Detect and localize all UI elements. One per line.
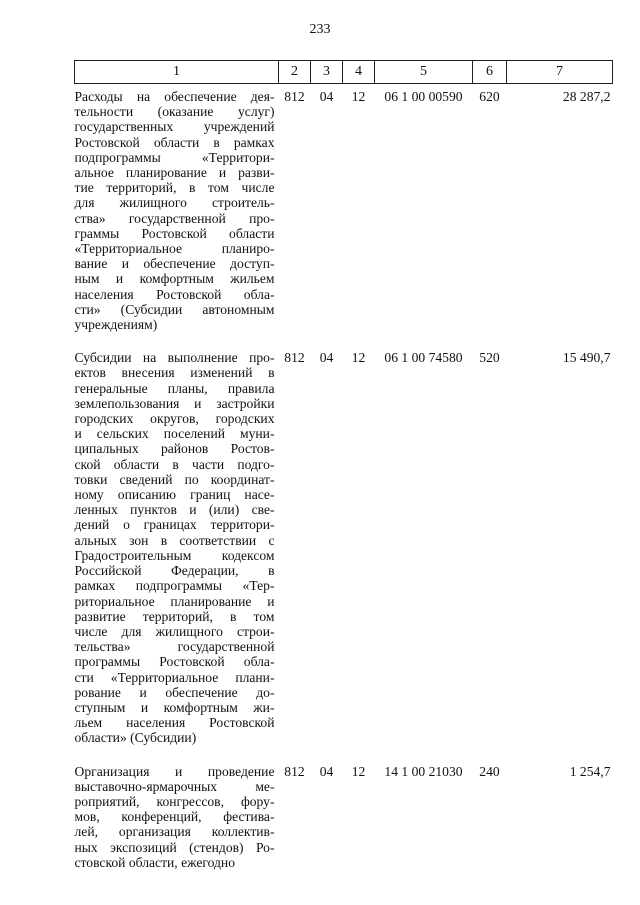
description-line: ступным и комфортным жи-: [74, 699, 275, 715]
description-line: роприятий, конгрессов, фору-: [74, 793, 275, 809]
expense-type-code: 620: [479, 89, 500, 104]
ministry-code: 812: [284, 89, 305, 104]
description-line: государственных учреждений: [74, 119, 275, 135]
description-line: тие территорий, в том числе: [74, 180, 275, 196]
description-line: ным и комфортным жильем: [74, 271, 275, 287]
description-line: товки сведений по координат-: [74, 471, 275, 487]
target-article-code: 14 1 00 21030: [384, 763, 463, 779]
description-line: «Территориальное планиро-: [74, 241, 275, 257]
description-line: учреждениям): [74, 317, 158, 333]
subsection-code: 12: [351, 350, 366, 366]
table-body: [75, 84, 613, 870]
target-article-code: 06 1 00 74580: [384, 350, 463, 366]
description-line: ленных пунктов и (или) све-: [74, 502, 275, 518]
description-line: льем населения Ростовской: [74, 715, 275, 731]
expense-description: [75, 84, 279, 333]
description-line: тельности (оказание услуг): [74, 104, 275, 120]
header-col-2: 2: [279, 61, 311, 84]
section-code: 04: [319, 350, 334, 366]
table-row: [75, 746, 613, 870]
expense-description: [75, 332, 279, 745]
description-line: подпрограммы «Территори-: [74, 149, 275, 165]
description-line: ципальных районов Ростов-: [74, 441, 275, 457]
description-line: вание и обеспечение доступ-: [74, 256, 275, 272]
description-line: Организация и проведение: [74, 763, 275, 779]
amount: 1 254,7: [569, 763, 611, 779]
section-code: 04: [319, 763, 334, 779]
description-line: развитие территорий, в том: [74, 608, 275, 624]
target-article-code: 06 1 00 00590: [384, 89, 463, 104]
description-line: Российской Федерации, в: [74, 563, 275, 579]
description-line: альных зон в соответствии с: [74, 532, 275, 548]
section-code: 04: [319, 89, 334, 104]
header-col-3: 3: [311, 61, 343, 84]
expense-description: [75, 746, 279, 870]
header-col-1: 1: [75, 61, 279, 84]
description-line: программы Ростовской обла-: [74, 654, 275, 670]
description-line: области» (Субсидии): [74, 730, 197, 746]
page-number: 233: [309, 22, 331, 37]
description-line: мов, конференций, фестива-: [74, 809, 275, 825]
amount: 28 287,2: [562, 89, 611, 104]
table-header-row: [75, 61, 613, 84]
header-col-7: 7: [507, 61, 613, 84]
table-row: [75, 84, 613, 333]
description-line: стовской области, ежегодно: [74, 854, 235, 870]
description-line: для жилищного строитель-: [74, 195, 275, 211]
expense-type-code: 520: [479, 350, 500, 366]
description-line: выставочно-ярмарочных ме-: [74, 778, 275, 794]
expense-type-code: 240: [479, 763, 500, 779]
description-line: числе для жилищного строи-: [74, 623, 275, 639]
description-line: риториальное планирование и: [74, 593, 275, 609]
table-row: [75, 332, 613, 745]
ministry-code: 812: [284, 763, 305, 779]
header-col-4: 4: [343, 61, 375, 84]
description-line: ектов внесения изменений в: [74, 365, 275, 381]
budget-table: [74, 60, 613, 870]
description-line: Субсидии на выполнение про-: [74, 350, 275, 366]
description-line: ской области в части подго-: [74, 456, 275, 472]
subsection-code: 12: [351, 89, 366, 104]
description-line: землепользования и застройки: [74, 395, 275, 411]
description-line: тельства» государственной: [74, 639, 275, 655]
description-line: сти» (Субсидии автономным: [74, 301, 275, 317]
description-line: Ростовской области в рамках: [74, 134, 275, 150]
header-col-6: 6: [473, 61, 507, 84]
description-line: ному описанию границ насе-: [74, 487, 275, 503]
description-line: рамках подпрограммы «Тер-: [74, 578, 275, 594]
description-line: ных экспозиций (стендов) Ро-: [74, 839, 275, 855]
amount: 15 490,7: [562, 350, 611, 366]
description-line: и сельских поселений муни-: [74, 426, 275, 442]
ministry-code: 812: [284, 350, 305, 366]
subsection-code: 12: [351, 763, 366, 779]
description-line: ства» государственной про-: [74, 210, 275, 226]
description-line: граммы Ростовской области: [74, 225, 275, 241]
description-line: генеральные планы, правила: [74, 380, 275, 396]
description-line: городских округов, городских: [74, 411, 275, 427]
description-line: лей, организация коллектив-: [74, 824, 275, 840]
description-line: населения Ростовской обла-: [74, 286, 275, 302]
description-line: Расходы на обеспечение дея-: [74, 89, 275, 104]
description-line: дений о границах территори-: [74, 517, 275, 533]
header-col-5: 5: [375, 61, 473, 84]
description-line: рование и обеспечение до-: [74, 684, 275, 700]
description-line: Градостроительным кодексом: [74, 547, 275, 563]
description-line: альное планирование и разви-: [74, 165, 275, 181]
description-line: сти «Территориальное плани-: [74, 669, 275, 685]
